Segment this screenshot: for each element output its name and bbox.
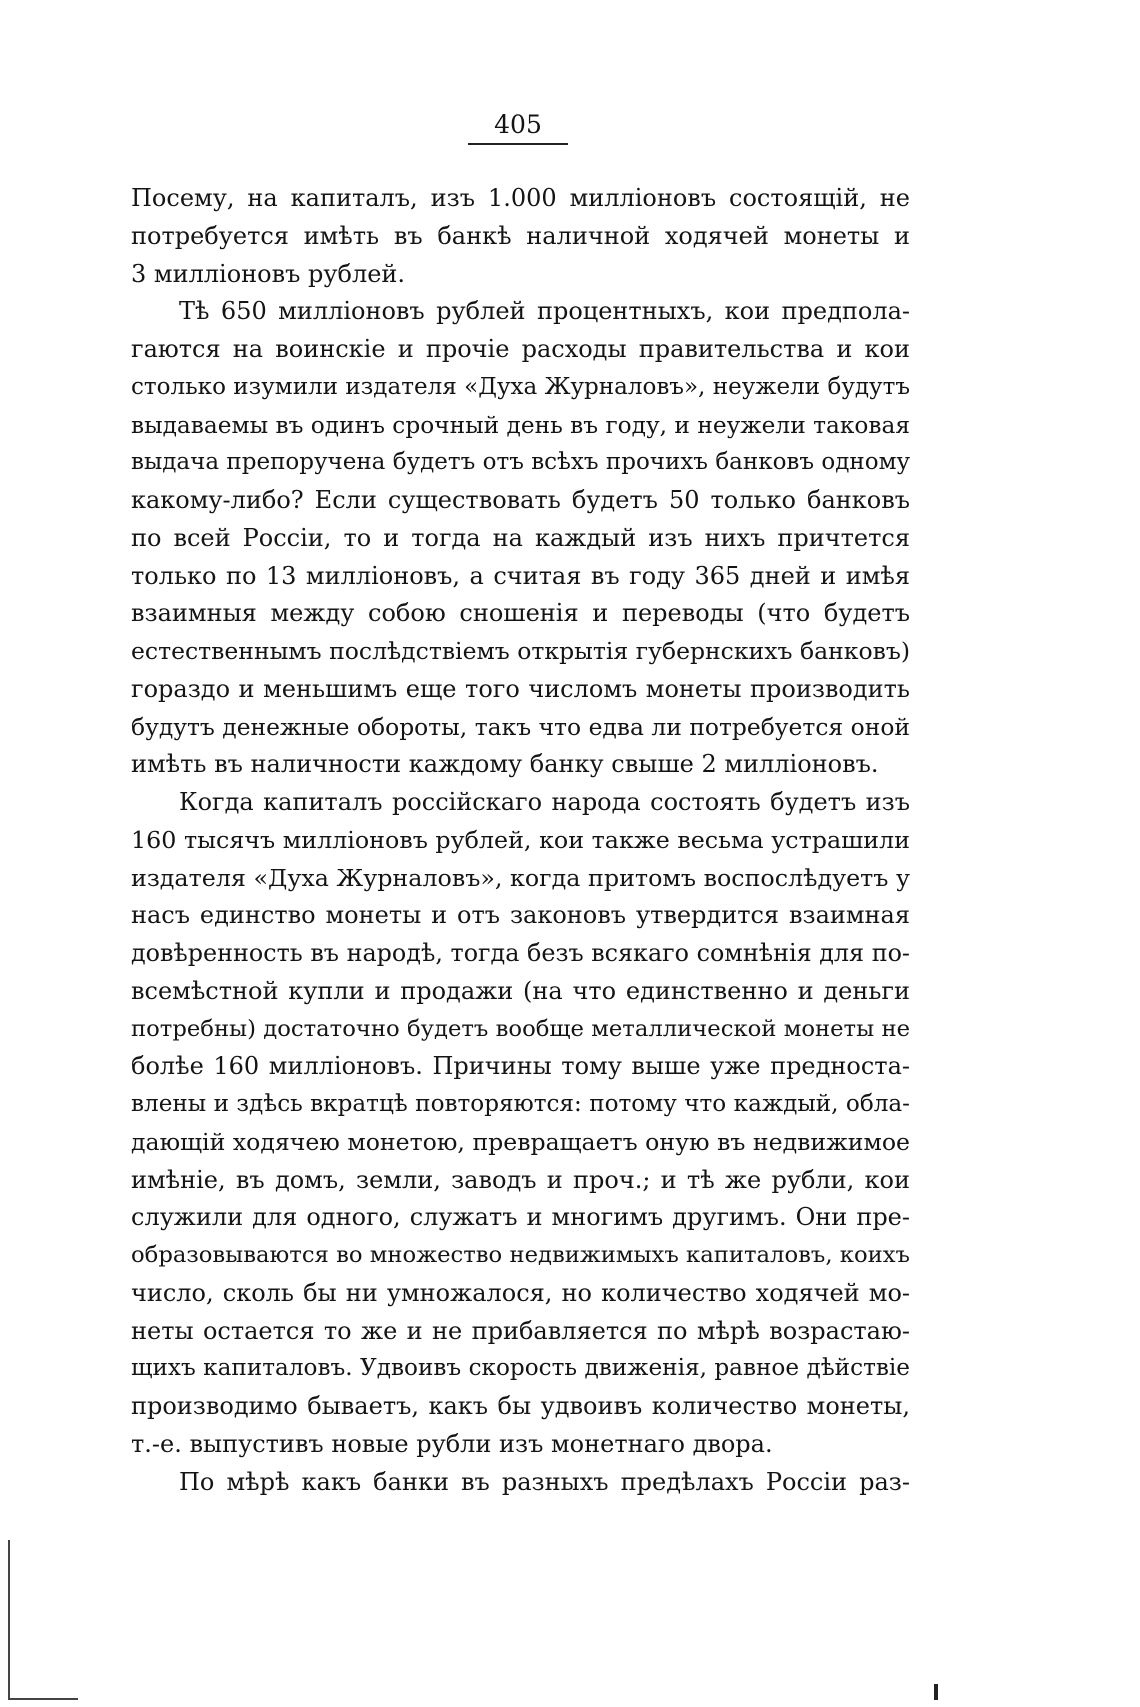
text-line: число, сколь бы ни умножалося, но количество ходячей мо- — [131, 1278, 910, 1307]
text-line: будутъ денежные обороты, такъ что едва ли потребуется оной — [131, 712, 910, 741]
text-line: только по 13 милліоновъ, а считая въ году 365 дней и имѣя — [131, 561, 910, 590]
text-line: болѣе 160 милліоновъ. Причины тому выше уже предноста- — [131, 1052, 910, 1081]
text-line: производимо бываетъ, какъ бы удвоивъ количество монеты, — [131, 1392, 910, 1420]
page-number-rule — [468, 143, 568, 145]
text-line: образовываются во множество недвижимыхъ капиталовъ, коихъ — [131, 1242, 910, 1268]
text-line: потребны) достаточно будетъ вообще металлической монеты не — [131, 1015, 910, 1042]
text-line: насъ единство монеты и отъ законовъ утвердится взаимная — [131, 901, 910, 930]
text-line: естественнымъ послѣдствіемъ открытія губернскихъ банковъ) — [131, 637, 910, 665]
body-text — [131, 180, 910, 1501]
text-line: Тѣ 650 милліоновъ рублей процентныхъ, кои предпола- — [179, 297, 910, 326]
text-line: щихъ капиталовъ. Удвоивъ скорость движенія, равное дѣйствіе — [131, 1355, 910, 1382]
scan-margin-mark — [934, 1684, 938, 1700]
scan-margin-mark — [8, 1698, 78, 1700]
text-line: Когда капиталъ россійскаго народа состоять будетъ изъ — [179, 788, 910, 816]
text-line: по всей Россіи, то и тогда на каждый изъ нихъ причтется — [131, 523, 910, 552]
text-line: 3 милліоновъ рублей. — [131, 259, 406, 288]
text-line: потребуется имѣть въ банкѣ наличной ходячей монеты и — [131, 221, 910, 250]
text-line: выдаваемы въ одинъ срочный день въ году, и неужели таковая — [131, 411, 910, 439]
text-line: служили для одного, служатъ и многимъ другимъ. Они пре- — [131, 1203, 910, 1232]
text-line: неты остается то же и не прибавляется по мѣрѣ возрастаю- — [131, 1316, 910, 1345]
text-line: По мѣрѣ какъ банки въ разныхъ предѣлахъ Россіи раз- — [179, 1467, 910, 1496]
text-line: какому-либо? Если существовать будетъ 50 только банковъ — [131, 486, 910, 514]
text-line: всемѣстной купли и продажи (на что единственно и деньги — [131, 976, 910, 1005]
text-line: т.-е. выпустивъ новые рубли изъ монетнаго двора. — [131, 1429, 773, 1458]
text-line: гаются на воинскіе и прочіе расходы правительства и кои — [131, 335, 910, 363]
text-line: довѣренность въ народѣ, тогда безъ всякаго сомнѣнія для по- — [131, 939, 910, 967]
scan-margin-mark — [8, 1540, 10, 1700]
text-line: столько изумили издателя «Духа Журналовъ», неужели будутъ — [131, 373, 910, 400]
text-line: взаимныя между собою сношенія и переводы (что будетъ — [131, 599, 910, 628]
text-line: издателя «Духа Журналовъ», когда притомъ воспослѣдуетъ у — [131, 863, 910, 892]
text-line: имѣніе, въ домъ, земли, заводъ и проч.; и тѣ же рубли, кои — [131, 1165, 910, 1194]
text-line: выдача препоручена будетъ отъ всѣхъ прочихъ банковъ одному — [131, 449, 910, 476]
text-line: гораздо и меньшимъ еще того числомъ монеты производить — [131, 674, 910, 703]
text-line: 160 тысячъ милліоновъ рублей, кои также весьма устрашили — [131, 825, 910, 854]
text-line: дающій ходячею монетою, превращаетъ оную въ недвижимое — [131, 1127, 910, 1156]
page-number: 405 — [494, 110, 542, 139]
text-line: влены и здѣсь вкратцѣ повторяются: потому что каждый, обла- — [131, 1091, 910, 1117]
text-line: имѣть въ наличности каждому банку свыше 2 милліоновъ. — [131, 750, 879, 779]
text-line: Посему, на капиталъ, изъ 1.000 милліоновъ состоящій, не — [131, 184, 910, 212]
